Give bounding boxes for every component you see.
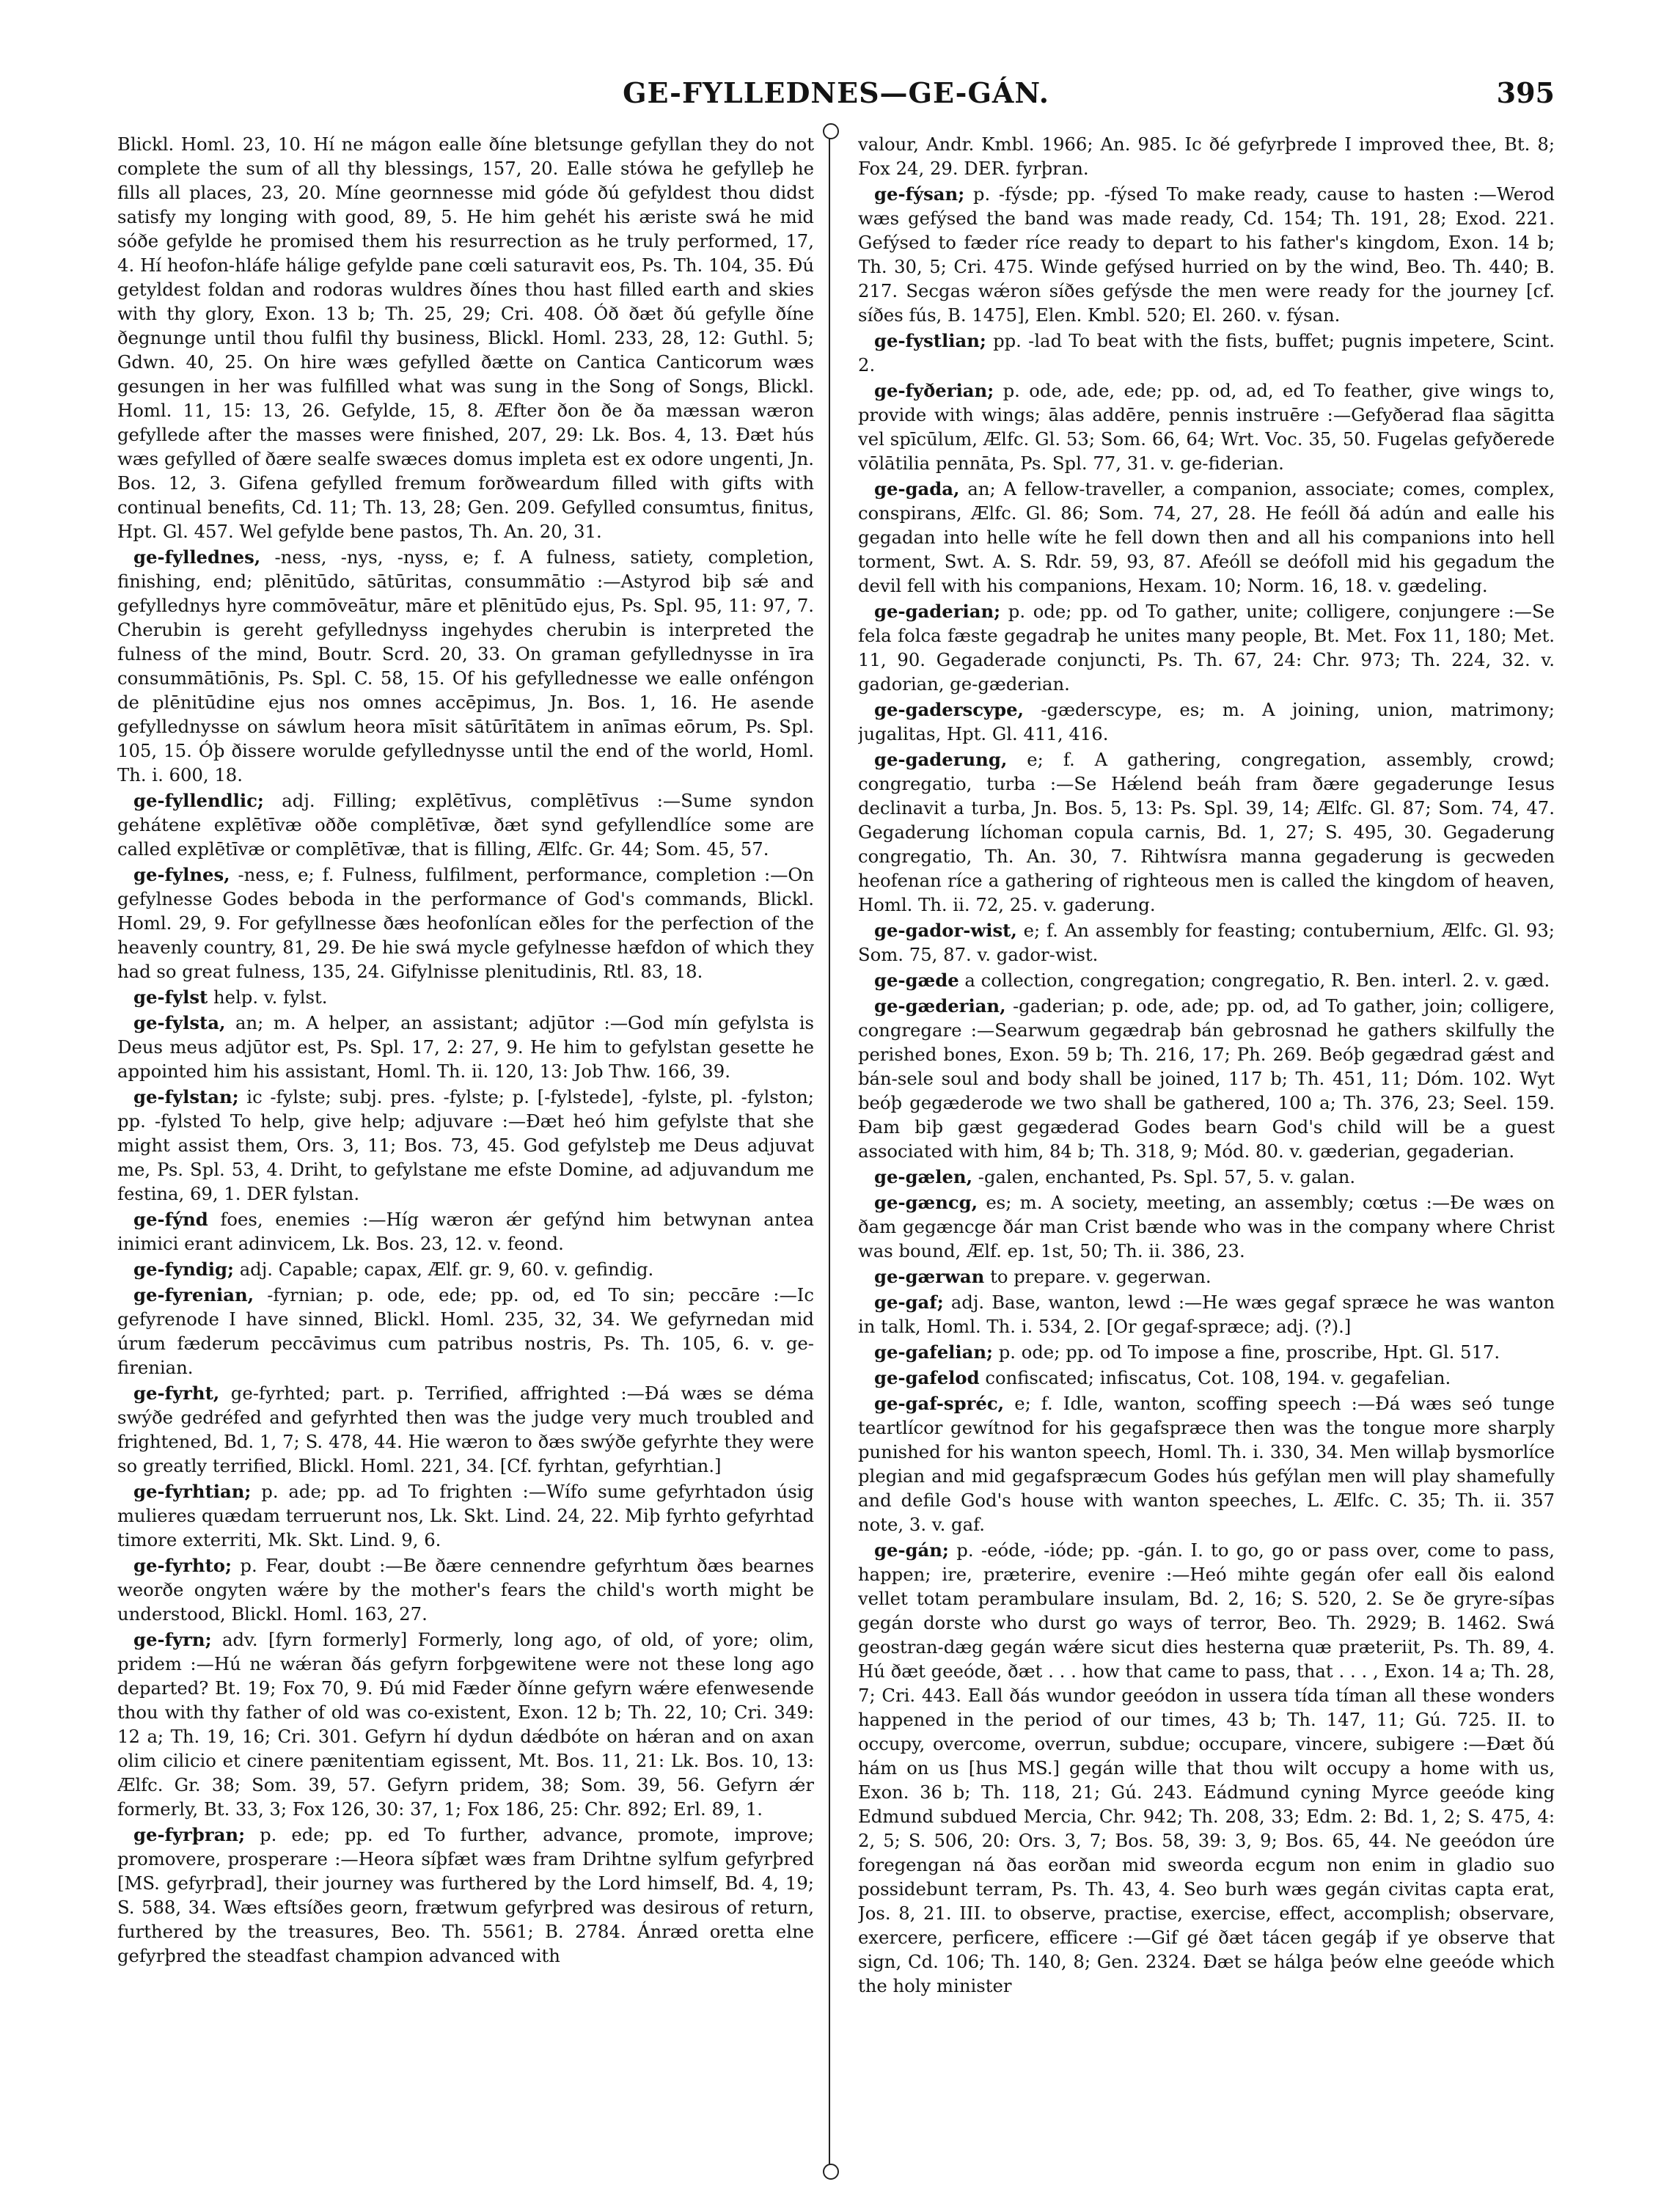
dictionary-entry — [858, 1290, 1555, 1338]
entry-headword: ge-fýnd — [133, 1209, 208, 1230]
dictionary-entry — [858, 599, 1555, 696]
entry-headword: ge-fyrhtian; — [133, 1481, 252, 1502]
entry-headword: ge-fyllednes, — [133, 546, 261, 568]
entry-headword: ge-gærwan — [874, 1266, 985, 1287]
entry-definition: ic -fylste; subj. pres. -fylste; p. [-fylstede], -fylste, pl. -fylston; pp. -fylsted To help, give help; adjuvare :—Ðæt heó him gefylste that she might assist them, Ors. 3, 11; Bos. 73, 45. God gefylsteþ me Deus adjuvat me, Ps. Spl. 53, 4. Driht, to gefylstane me efste Domine, ad adjuvandum me festina, 69, 1. DER fylstan. — [117, 1086, 814, 1204]
dictionary-entry — [858, 968, 1555, 992]
running-head — [117, 76, 1555, 120]
dictionary-entry — [117, 1257, 814, 1281]
dictionary-entry — [117, 863, 814, 984]
entry-definition: p. ode; pp. od To impose a fine, proscribe, Hpt. Gl. 517. — [998, 1341, 1500, 1363]
dictionary-entry — [858, 1165, 1555, 1189]
dictionary-entry — [117, 985, 814, 1009]
dictionary-entry — [858, 329, 1555, 377]
dictionary-entry — [117, 1553, 814, 1626]
dictionary-entry — [858, 1366, 1555, 1390]
right-column — [858, 132, 1555, 2171]
entry-definition: es; m. A society, meeting, an assembly; cœtus :—Ðe wæs on ðam gegæncge ðár man Crist bænde who was in the company where Christ was bound, Ælf. ep. 1st, 50; Th. ii. 386, 23. — [858, 1192, 1555, 1261]
entry-definition: p. ode, ade, ede; pp. od, ad, ed To feather, give wings to, provide with wings; ālas addēre, pennis instruēre :—Gefyðerad flaa sāgitta vel spīcūlum, Ælfc. Gl. 53; Som. 66, 64; Wrt. Voc. 35, 50. Fugelas gefyðerede vōlātilia pennāta, Ps. Spl. 77, 31. v. ge-fiderian. — [858, 380, 1555, 474]
entry-headword: ge-gaf; — [874, 1292, 944, 1313]
entry-definition: adj. Base, wanton, lewd :—He wæs gegaf spræce he was wanton in talk, Homl. Th. i. 534, 2. [Or gegaf-spræce; adj. (?).] — [858, 1292, 1555, 1337]
entry-headword: ge-gaf-spréc, — [874, 1393, 1005, 1414]
dictionary-entry — [858, 182, 1555, 327]
dictionary-entry — [858, 918, 1555, 967]
entry-headword: ge-gaderian; — [874, 601, 1001, 622]
entry-definition: -gæderscype, es; m. A joining, union, matrimony; jugalitas, Hpt. Gl. 411, 416. — [858, 699, 1555, 744]
entry-definition: -galen, enchanted, Ps. Spl. 57, 5. v. galan. — [978, 1166, 1356, 1187]
entry-headword: ge-gán; — [874, 1539, 949, 1561]
entry-headword: ge-fylnes, — [133, 864, 230, 885]
entry-headword: ge-gafelod — [874, 1367, 980, 1388]
entry-headword: ge-fylsta, — [133, 1012, 226, 1033]
entry-definition: valour, Andr. Kmbl. 1966; An. 985. Ic ðé gefyrþrede I improved thee, Bt. 8; Fox 24, 29. DER. fyrþran. — [858, 133, 1555, 179]
dictionary-entry — [117, 788, 814, 861]
dictionary-entry — [858, 1264, 1555, 1289]
entry-definition: e; f. Idle, wanton, scoffing speech :—Ðá wæs seó tunge teartlícor gewítnod for his gegafspræce then was the tongue more sharply punished for his wanton speech, Homl. Th. i. 330, 34. Men willaþ bysmorlíce plegian and mid gegafspræcum Godes hús gefýlan men will play shamefully and defile God's house with wanton speeches, L. Ælfc. C. 35; Th. ii. 357 note, 3. v. gaf. — [858, 1393, 1555, 1535]
entry-headword: ge-fyrenian, — [133, 1284, 254, 1305]
entry-headword: ge-fyðerian; — [874, 380, 994, 401]
dictionary-entry — [858, 1391, 1555, 1537]
entry-headword: ge-gaderung, — [874, 749, 1008, 770]
entry-headword: ge-fyndig; — [133, 1259, 234, 1280]
entry-definition: p. -eóde, -ióde; pp. -gán. I. to go, go or pass over, come to pass, happen; ire, præterire, evenire :—Heó mihte gegán ofer eall ðis ealond vellet totam perambulare insulam, Bd. 2, 16; S. 520, 2. Se ðe gryre-síþas gegán dorste who durst go ways of terror, Beo. Th. 2929; B. 1462. Swá geostran-dæg gegán wǽre sicut dies hesterna quæ præteriit, Ps. Th. 89, 4. Hú ðæt geeóde, ðæt . . . how that came to pass, that . . . , Exon. 14 a; Th. 28, 7; Cri. 443. Eall ðás wundor geeódon in ussera tída tíman all these wonders happened in the period of our times, 43 b; Th. 147, 11; Gú. 725. II. to occupy, overcome, overrun, subdue; occupare, vincere, subigere :—Ðæt ðú hám on us [hus MS.] gegán wille that thou wilt occupy a home with us, Exon. 36 b; Th. 118, 21; Gú. 243. Eádmund cyning Myrce geeóde king Edmund subdued Mercia, Chr. 942; Th. 208, 33; Edm. 2: Bd. 1, 2; S. 475, 4: 2, 5; S. 506, 20: Ors. 3, 7; Bos. 58, 39: 3, 9; Bos. 65, 44. Ne geeódon úre foregengan ná ðas eorðan mid sweorda ecgum non enim in gladio suo possidebunt terram, Ps. Th. 43, 4. Seo burh wæs gegán civitas capta erat, Jos. 8, 21. III. to observe, practise, exercise, effect, accomplish; observare, exercere, perficere, efficere :—Gif gé ðæt tácen gegáþ if ye observe that sign, Cd. 106; Th. 140, 8; Gen. 2324. Ðæt se hálga þeów elne geeóde which the holy minister — [858, 1539, 1555, 1996]
entry-definition: Blickl. Homl. 23, 10. Hí ne mágon ealle ðíne bletsunge gefyllan they do not complete the sum of all thy blessings, 157, 20. Ealle stówa he gefylleþ he fills all places, 23, 20. Míne geornnesse mid góde ðú gefyldest thou didst satisfy my longing with good, 89, 5. He him gehét his æriste swá he mid sóðe gefylde he promised them his resurrection as he truly performed, 17, 4. Hí heofon-hláfe hálige gefylde pane cœli saturavit eos, Ps. Th. 104, 35. Ðú getyldest foldan and rodoras wuldres ðínes thou hast filled earth and skies with thy glory, Exon. 13 b; Th. 25, 29; Cri. 408. Óð ðæt ðú gefylle ðíne ðegnunge until thou fulfil thy business, Blickl. Homl. 233, 28, 12: Guthl. 5; Gdwn. 40, 25. On hire wæs gefylled ðætte on Cantica Canticorum wæs gesungen in her was fulfilled what was sung in the Song of Songs, Blickl. Homl. 11, 15: 13, 26. Gefylde, 15, 8. Æfter ðon ðe ða mæssan wæron gefyllede after the masses were finished, 207, 29: Lk. Bos. 4, 13. Ðæt hús wæs gefylled of ðære sealfe swæces domus impleta est ex odore ungenti, Jn. Bos. 12, 3. Gifena gefylled fremum forðweardum filled with gifts with continual benefits, Cd. 11; Th. 13, 28; Gen. 209. Gefylled consumtus, finitus, Hpt. Gl. 457. Wel gefylde bene pastos, Th. An. 20, 31. — [117, 133, 814, 542]
entry-definition: ge-fyrhted; part. p. Terrified, affrighted :—Ðá wæs se déma swýðe gedréfed and gefyrhted then was the judge very much troubled and frightened, Bd. 1, 7; S. 478, 44. Hie wæron to ðæs swýðe gefyrhte they were so greatly terrified, Blickl. Homl. 221, 34. [Cf. fyrhtan, gefyrhtian.] — [117, 1382, 814, 1476]
dictionary-entry — [117, 1627, 814, 1821]
entry-continuation — [117, 132, 814, 543]
entry-definition: e; f. An assembly for feasting; contubernium, Ælfc. Gl. 93; Som. 75, 87. v. gador-wist. — [858, 920, 1555, 965]
entry-headword: ge-gada, — [874, 478, 960, 499]
dictionary-entry — [117, 1011, 814, 1083]
entry-headword: ge-gador-wist, — [874, 920, 1017, 941]
entry-headword: ge-gæde — [874, 970, 959, 991]
entry-headword: ge-fylstan; — [133, 1086, 239, 1107]
entry-headword: ge-fylst — [133, 986, 208, 1008]
entry-definition: adv. [fyrn formerly] Formerly, long ago, of old, of yore; olim, pridem :—Hú ne wǽran ðás gefyrn forþgewitene were not these long ago departed? Bt. 19; Fox 70, 9. Ðú mid Fæder ðínne gefyrn wǽre efenwesende thou with thy father of old was co-existent, Exon. 12 b; Th. 22, 10; Cri. 349: 12 a; Th. 19, 16; Cri. 301. Gefyrn hí dydun dǽdbóte on hǽran and on axan olim cilicio et cinere pænitentiam egissent, Mt. Bos. 11, 21: Lk. Bos. 10, 13: Ælfc. Gr. 38; Som. 39, 57. Gefyrn pridem, 38; Som. 39, 56. Gefyrn ǽr formerly, Bt. 33, 3; Fox 126, 30: 37, 1; Fox 186, 25: Chr. 892; Erl. 89, 1. — [117, 1629, 814, 1820]
entry-headword: ge-gæderian, — [874, 995, 1006, 1017]
entry-definition: p. ode; pp. od To gather, unite; colligere, conjungere :—Se fela folca fæste gegadraþ he unites many people, Bt. Met. Fox 11, 180; Met. 11, 90. Gegaderade conjuncti, Ps. Th. 67, 24: Chr. 973; Th. 224, 32. v. gadorian, ge-gæderian. — [858, 601, 1555, 695]
column-divider-top-ornament — [823, 123, 839, 139]
dictionary-entry — [117, 1207, 814, 1256]
entry-definition: an; A fellow-traveller, a companion, associate; comes, complex, conspirans, Ælfc. Gl. 86; Som. 74, 27, 28. He feóll ðá adún and ealle his gegadan into helle wíte he fell down then and all his companions into hell torment, Swt. A. S. Rdr. 59, 93, 87. Afeóll se deófoll mid his gegadum the devil fell with his companions, Hexam. 10; Norm. 16, 18. v. gædeling. — [858, 478, 1555, 596]
page-title: GE-FYLLEDNES—GE-GÁN. — [623, 76, 1049, 109]
entry-headword: ge-fyrþran; — [133, 1824, 246, 1845]
page-number: 395 — [1496, 76, 1555, 109]
entry-definition: -ness, e; f. Fulness, fulfilment, performance, completion :—On gefylnesse Godes beboda in the performance of God's commands, Blickl. Homl. 29, 9. For gefyllnesse ðæs heofonlícan eðles for the perfection of the heavenly country, 81, 29. Ðe hie swá mycle gefylnesse hæfdon of which they had so great fulness, 135, 24. Gifylnisse plenitudinis, Rtl. 83, 18. — [117, 864, 814, 982]
entry-headword: ge-fyllendlic; — [133, 790, 264, 811]
dictionary-entry — [117, 1479, 814, 1552]
entry-headword: ge-fyrhto; — [133, 1555, 232, 1576]
entry-headword: ge-fýsan; — [874, 183, 965, 205]
entry-definition: an; m. A helper, an assistant; adjūtor :—God mín gefylsta is Deus meus adjūtor est, Ps. Spl. 17, 2: 27, 9. He him to gefylstan gesette he appointed him his assistant, Homl. Th. ii. 120, 13: Job Thw. 166, 39. — [117, 1012, 814, 1082]
entry-definition: adj. Capable; capax, Ælf. gr. 9, 60. v. gefindig. — [239, 1259, 654, 1280]
entry-headword: ge-gaderscype, — [874, 699, 1025, 720]
entry-definition: -gaderian; p. ode, ade; pp. od, ad To gather, join; colligere, congregare :—Searwum gegædraþ bán gebrosnad he gathers skilfully the perished bones, Exon. 59 b; Th. 216, 17; Ph. 269. Beóþ gegædrad gǽst and bán-sele soul and body shall be joined, 117 b; Th. 451, 11; Dóm. 102. Wyt beóþ gegæderode we two shall be gathered, 100 a; Th. 376, 23; Seel. 159. Ðam biþ gæst gegæderad Godes bearn God's child will be a guest associated with him, 84 b; Th. 318, 9; Mód. 80. v. gæderian, gegaderian. — [858, 995, 1555, 1162]
entry-definition: adj. Filling; explētīvus, complētīvus :—Sume syndon gehátene explētīvæ oððe complētīvæ, ðæt synd gefyllendlíce some are called explētīvæ or complētīvæ, that is filling, Ælfc. Gr. 44; Som. 45, 57. — [117, 790, 814, 860]
entry-definition: pp. -lad To beat with the fists, buffet; pugnis impetere, Scint. 2. — [858, 330, 1555, 376]
dictionary-entry — [858, 1538, 1555, 1998]
entry-definition: p. Fear, doubt :—Be ðære cennendre gefyrhtum ðæs bearnes weorðe ongyten wǽre by the mother's fears the child's worth might be understood, Blickl. Homl. 163, 27. — [117, 1555, 814, 1625]
column-divider — [829, 129, 830, 2175]
entry-definition: p. ede; pp. ed To further, advance, promote, improve; promovere, prosperare :—Heora síþfæt wæs fram Drihtne sylfum gefyrþred [MS. gefyrþrad], their journey was furthered by the Lord himself, Bd. 4, 19; S. 588, 34. Wæs eftsíðes georn, frætwum gefyrþred was desirous of return, furthered by the treasures, Beo. Th. 5561; B. 2784. Ánræd oretta elne gefyrþred the steadfast champion advanced with — [117, 1824, 814, 1966]
entry-definition: p. -fýsde; pp. -fýsed To make ready, cause to hasten :—Werod wæs gefýsed the band was made ready, Cd. 154; Th. 191, 28; Exod. 221. Gefýsed to fæder ríce ready to depart to his father's kingdom, Exon. 14 b; Th. 30, 5; Cri. 475. Winde gefýsed hurried on by the wind, Beo. Th. 440; B. 217. Secgas wǽron síðes gefýsde the men were ready for the journey [cf. síðes fús, B. 1475], Elen. Kmbl. 520; El. 260. v. fýsan. — [858, 183, 1555, 326]
entry-definition: confiscated; infiscatus, Cot. 108, 194. v. gegafelian. — [985, 1367, 1451, 1388]
entry-definition: e; f. A gathering, congregation, assembly, crowd; congregatio, turba :—Se Hǽlend beáh fram ðære gegaderunge Iesus declinavit a turba, Jn. Bos. 5, 13: Ps. Spl. 39, 14; Ælfc. Gl. 87; Som. 74, 47. Gegaderung líchoman copula carnis, Bd. 1, 27; S. 495, 30. Gegaderung congregatio, Th. An. 30, 7. Rihtwísra manna gegaderung is gecweden heofenan ríce a gathering of righteous men is called the kingdom of heaven, Homl. Th. ii. 72, 25. v. gaderung. — [858, 749, 1555, 915]
dictionary-entry — [117, 1283, 814, 1380]
dictionary-entry — [858, 994, 1555, 1163]
dictionary-entry — [858, 747, 1555, 917]
dictionary-entry — [858, 1340, 1555, 1364]
entry-definition: help. v. fylst. — [213, 986, 328, 1008]
entry-definition: foes, enemies :—Híg wæron ǽr gefýnd him betwynan antea inimici erant adinvicem, Lk. Bos. 23, 12. v. feond. — [117, 1209, 814, 1254]
entry-definition: p. ade; pp. ad To frighten :—Wífo sume gefyrhtadon úsig mulieres quædam terruerunt nos, Lk. Skt. Lind. 24, 22. Miþ fyrhto gefyrhtad timore exterriti, Mk. Skt. Lind. 9, 6. — [117, 1481, 814, 1550]
column-divider-bottom-ornament — [823, 2164, 839, 2180]
entry-headword: ge-fyrht, — [133, 1382, 220, 1404]
dictionary-entry — [117, 1085, 814, 1206]
entry-headword: ge-fystlian; — [874, 330, 986, 351]
entry-definition: -ness, -nys, -nyss, e; f. A fulness, satiety, completion, finishing, end; plēnitūdo, sātūritas, consummātio :—Astyrod biþ sǽ and gefyllednys hyre commōveātur, māre et plēnitūdo ejus, Ps. Spl. 95, 11: 97, 7. Cherubin is gereht gefyllednyss ingehydes cherubin is interpreted the fulness of the mind, Boutr. Scrd. 20, 33. On graman gefyllednysse in īra consummātiōnis, Ps. Spl. C. 58, 15. Of his gefyllednesse we ealle onféngon de plēnitūdine ejus nos omnes accēpimus, Jn. Bos. 1, 16. He asende gefyllednysse on sáwlum heora mīsit sātūrītātem in anīmas eōrum, Ps. Spl. 105, 15. Óþ ðissere worulde gefyllednysse until the end of the world, Homl. Th. i. 600, 18. — [117, 546, 814, 785]
dictionary-entry — [117, 1823, 814, 1968]
entry-definition: -fyrnian; p. ode, ede; pp. od, ed To sin; peccāre :—Ic gefyrenode I have sinned, Blickl. Homl. 235, 32, 34. We gefyrnedan mid úrum fæderum peccāvimus cum patribus nostris, Ps. Th. 105, 6. v. ge-firenian. — [117, 1284, 814, 1378]
dictionary-entry — [858, 477, 1555, 598]
left-column — [117, 132, 814, 2171]
entry-definition: a collection, congregation; congregatio, R. Ben. interl. 2. v. gæd. — [964, 970, 1550, 991]
dictionary-entry — [858, 378, 1555, 475]
dictionary-entry — [117, 545, 814, 787]
entry-headword: ge-gælen, — [874, 1166, 973, 1187]
dictionary-entry — [117, 1381, 814, 1478]
entry-definition: to prepare. v. gegerwan. — [990, 1266, 1212, 1287]
dictionary-entry — [858, 1190, 1555, 1263]
entry-headword: ge-gæncg, — [874, 1192, 978, 1213]
entry-headword: ge-fyrn; — [133, 1629, 212, 1650]
dictionary-entry — [858, 697, 1555, 746]
entry-headword: ge-gafelian; — [874, 1341, 994, 1363]
entry-continuation — [858, 132, 1555, 180]
